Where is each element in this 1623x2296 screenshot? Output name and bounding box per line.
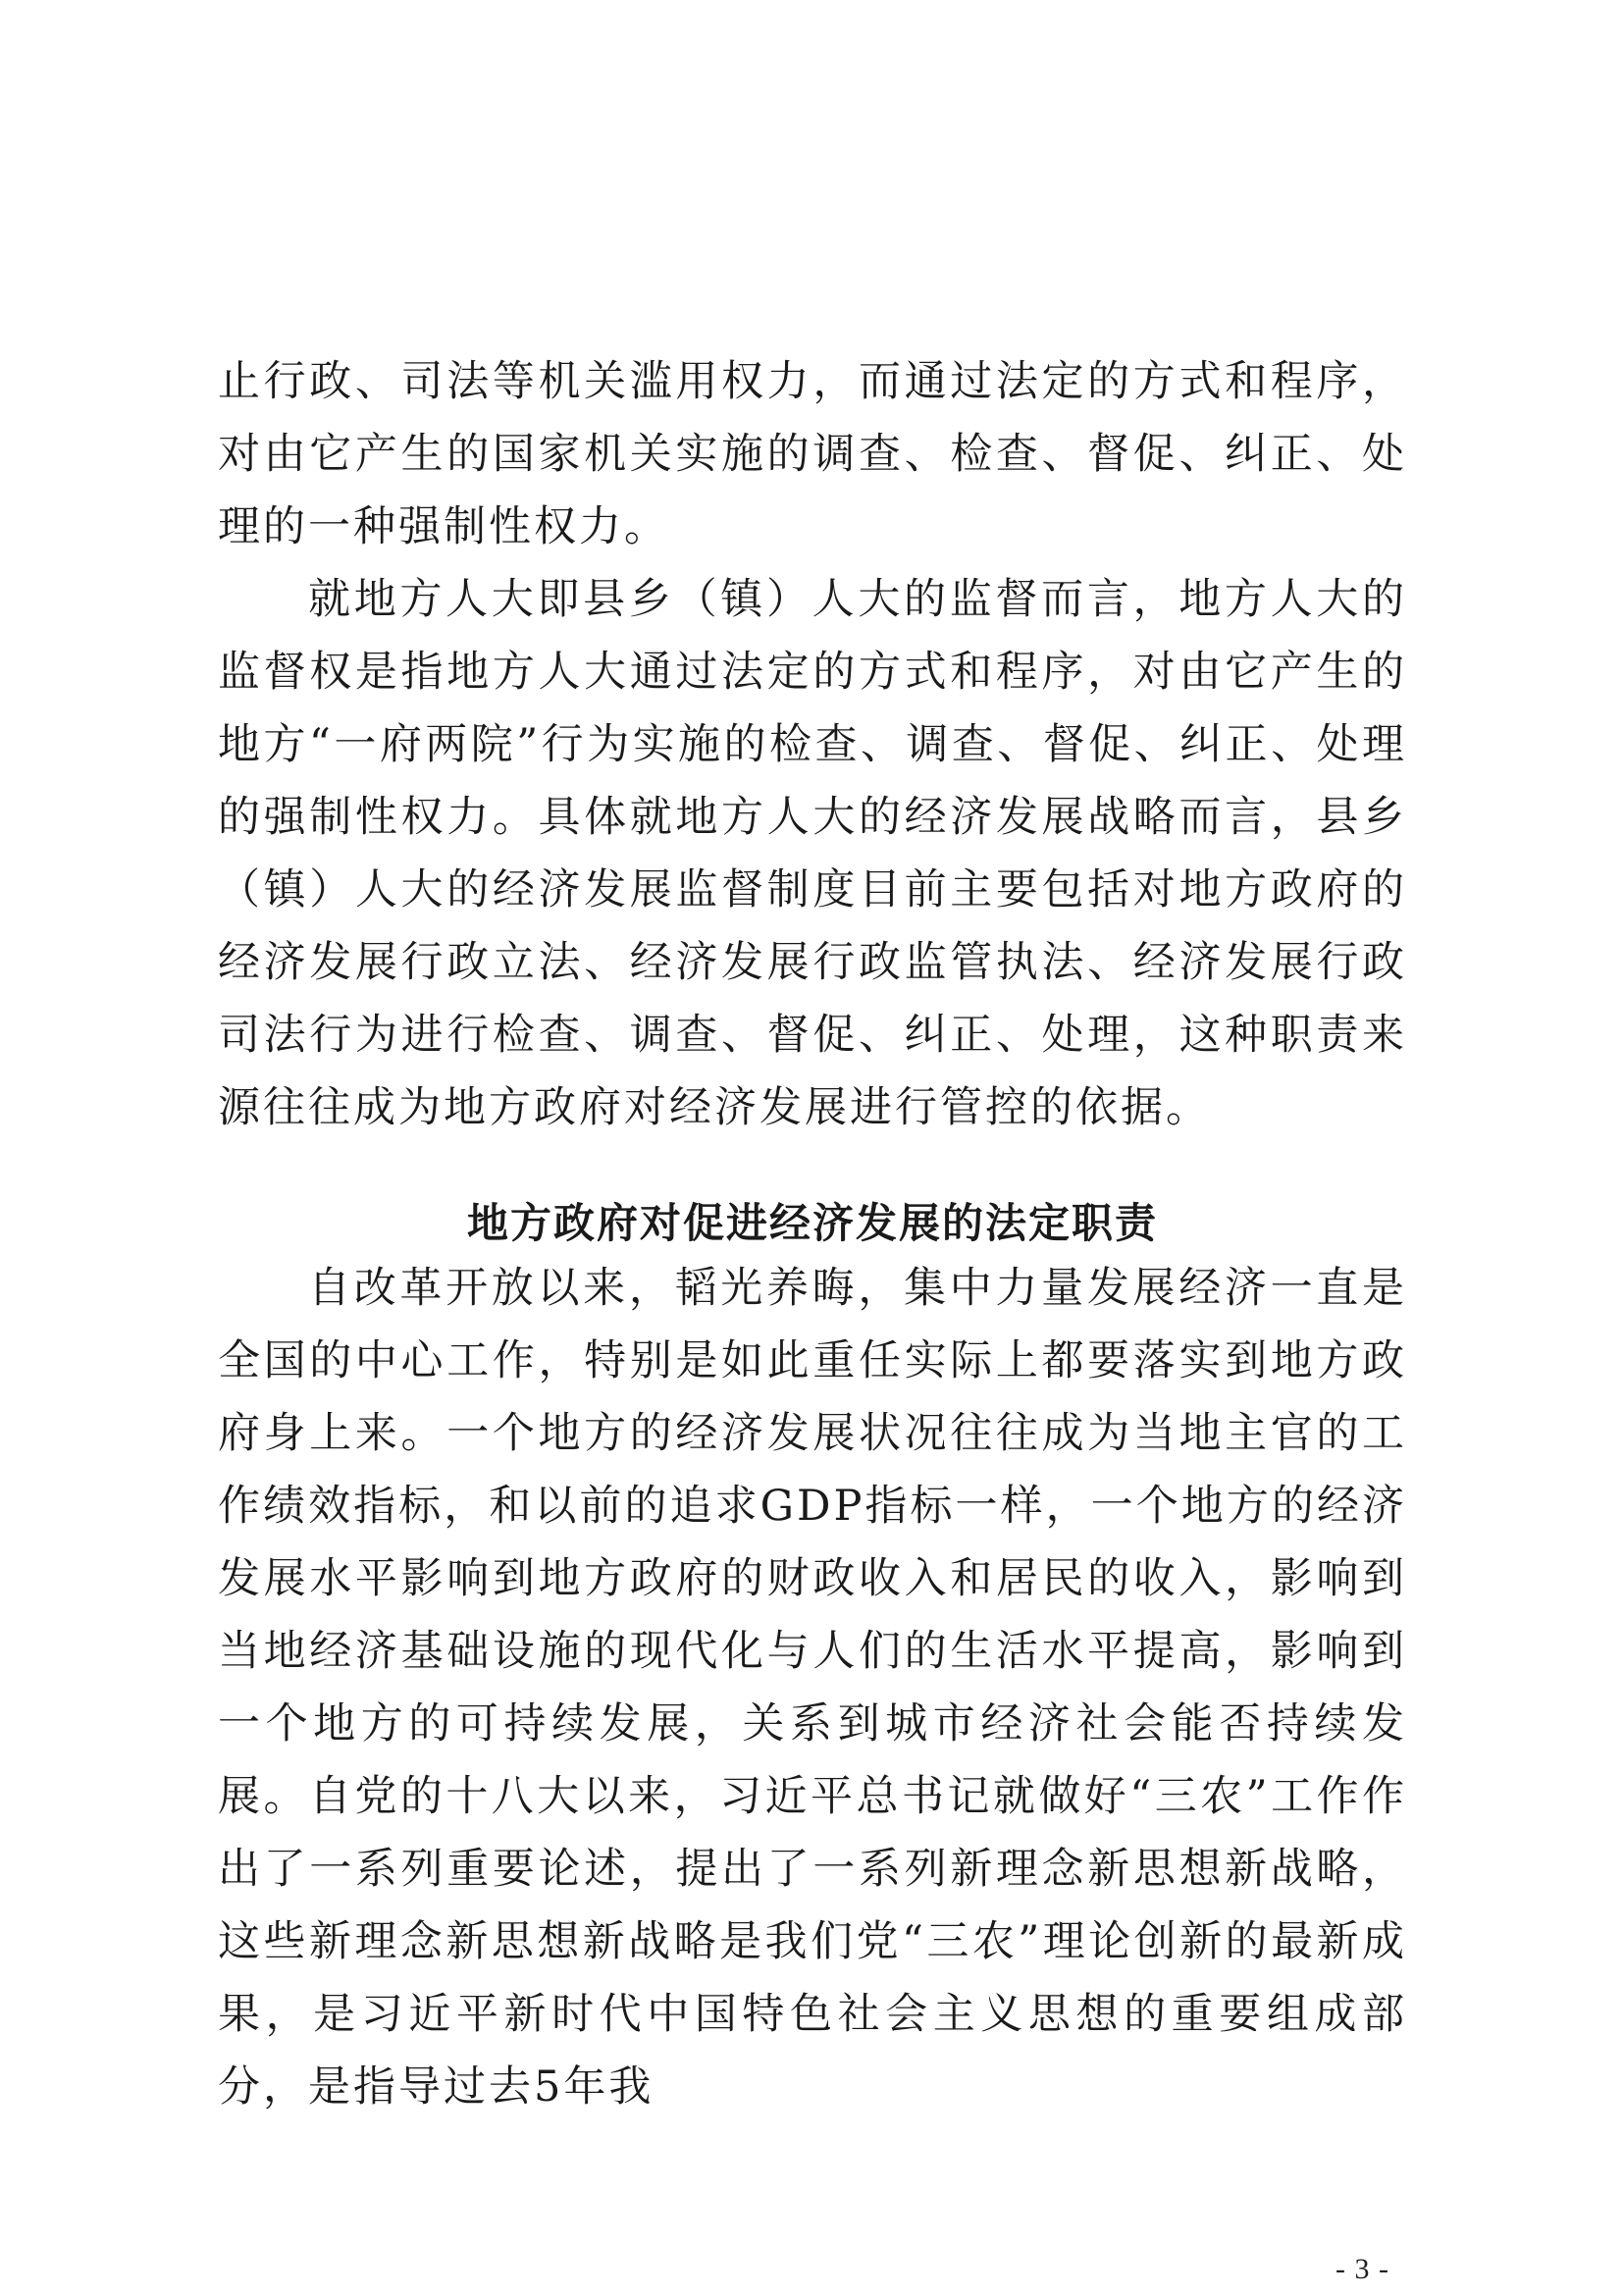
section-heading-block: [218, 1187, 1407, 1260]
body-text-bottom: [218, 1252, 1407, 2123]
section-heading: 地方政府对促进经济发展的法定职责: [466, 1199, 1158, 1247]
paragraph-continued: 止行政、司法等机关滥用权力，而通过法定的方式和程序，对由它产生的国家机关实施的调查、检查、督促、纠正、处理的一种强制性权力。: [218, 357, 1407, 551]
paragraph-economic-development: 自改革开放以来，韬光养晦，集中力量发展经济一直是全国的中心工作，特别是如此重任实际上都要落实到地方政府身上来。一个地方的经济发展状况往往成为当地主官的工作绩效指标，和以前的追求GDP指标一样，一个地方的经济发展水平影响到地方政府的财政收入和居民的收入，影响到当地经济基础设施的现代化与人们的生活水平提高，影响到一个地方的可持续发展，关系到城市经济社会能否持续发展。自党的十八大以来，习近平总书记就做好“三农”工作作出了一系列重要论述，提出了一系列新理念新思想新战略，这些新理念新思想新战略是我们党“三农”理论创新的最新成果，是习近平新时代中国特色社会主义思想的重要组成部分，是指导过去5年我: [218, 1264, 1407, 2112]
paragraph-supervision-power: 就地方人大即县乡（镇）人大的监督而言，地方人大的监督权是指地方人大通过法定的方式和程序，对由它产生的地方“一府两院”行为实施的检查、调查、督促、纠正、处理的强制性权力。具体就地方人大的经济发展战略而言，县乡（镇）人大的经济发展监督制度目前主要包括对地方政府的经济发展行政立法、经济发展行政监管执法、经济发展行政司法行为进行检查、调查、督促、纠正、处理，这种职责来源往往成为地方政府对经济发展进行管控的依据。: [218, 575, 1407, 1132]
body-text-top: [218, 345, 1407, 1144]
page-number: - 3 -: [1335, 2253, 1389, 2285]
